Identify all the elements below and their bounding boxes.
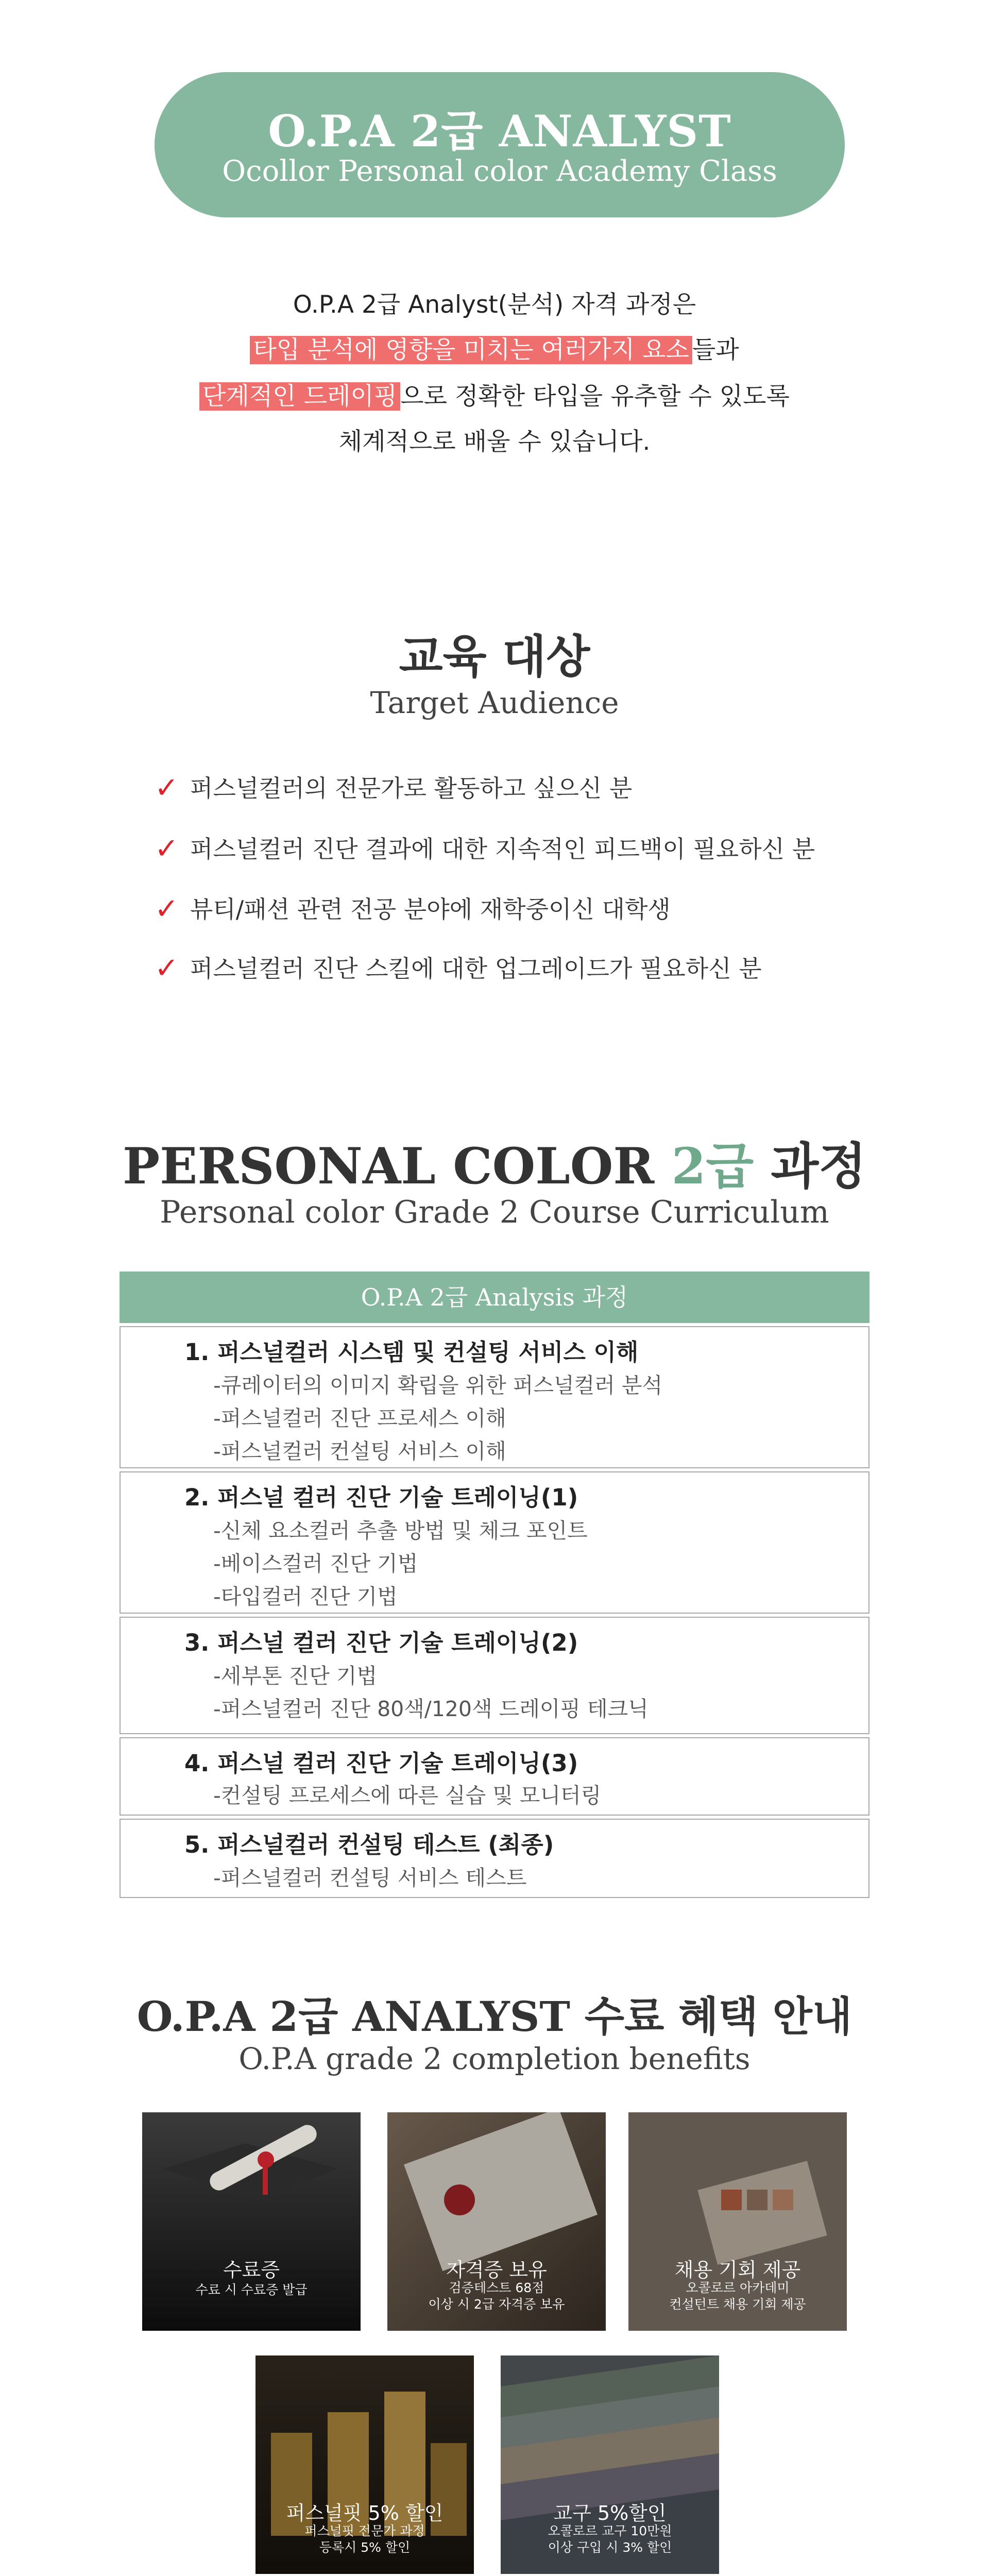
curriculum-header: O.P.A 2급 Analysis 과정 [120, 1272, 869, 1323]
module-item: -퍼스널컬러 진단 프로세스 이해 [213, 1406, 506, 1431]
curriculum-module-1 [120, 1326, 869, 1468]
module-item: -큐레이터의 이미지 확립을 위한 퍼스널컬러 분석 [213, 1373, 663, 1398]
module-title: 1. 퍼스널컬러 시스템 및 컨설팅 서비스 이해 [184, 1338, 639, 1366]
curriculum-module-4 [120, 1737, 869, 1816]
benefit-card-license [387, 2112, 606, 2331]
benefit-card-tools [501, 2355, 719, 2574]
curriculum-title [0, 1127, 989, 1198]
hero-title: O.P.A 2급 ANALYST [268, 106, 731, 157]
hero-subtitle: Ocollor Personal color Academy Class [222, 155, 777, 188]
curriculum-title-grade: 2급 [671, 1137, 754, 1195]
intro-highlight-1: 타입 분석에 영향을 미치는 여러가지 요소 [250, 336, 692, 364]
benefit-desc: 퍼스널핏 전문가 과정 [304, 2523, 425, 2538]
module-title: 2. 퍼스널 컬러 진단 기술 트레이닝(1) [184, 1484, 578, 1511]
target-item [155, 773, 632, 804]
benefit-title: 수료증 [223, 2259, 280, 2281]
curriculum-module-3 [120, 1617, 869, 1734]
curriculum-title-a: PERSONAL COLOR [122, 1137, 672, 1195]
intro-line-2 [0, 335, 989, 366]
intro-line-3-rest: 으로 정확한 타입을 유추할 수 있도록 [400, 382, 790, 411]
module-item: -퍼스널컬러 진단 80색/120색 드레이핑 테크닉 [213, 1697, 649, 1721]
check-icon: ✓ [155, 832, 179, 866]
benefit-desc: 오콜로르 교구 10만원 [548, 2523, 672, 2538]
benefit-card-certificate [142, 2112, 361, 2331]
module-title: 5. 퍼스널컬러 컨설팅 테스트 (최종) [184, 1831, 554, 1858]
benefits-subtitle: O.P.A grade 2 completion benefits [238, 2041, 751, 2076]
check-icon: ✓ [155, 952, 179, 985]
curriculum-module-2 [120, 1471, 869, 1614]
module-item: -퍼스널컬러 컨설팅 서비스 테스트 [213, 1866, 527, 1890]
benefit-desc: 오콜로르 아카데미 [686, 2280, 790, 2295]
benefit-card-recruit [628, 2112, 847, 2331]
intro-line-3 [0, 381, 989, 412]
intro-highlight-2: 단계적인 드레이핑 [199, 382, 400, 411]
module-item: -베이스컬러 진단 기법 [213, 1551, 418, 1576]
target-item-text: 뷰티/패션 관련 전공 분야에 재학중이신 대학생 [190, 895, 671, 923]
curriculum-module-5 [120, 1819, 869, 1898]
check-icon: ✓ [155, 892, 179, 926]
benefit-desc: 이상 구입 시 3% 할인 [548, 2540, 672, 2555]
benefit-desc: 등록시 5% 할인 [319, 2540, 411, 2555]
benefit-desc: 컨설턴트 채용 기회 제공 [669, 2297, 806, 2312]
target-item [155, 894, 671, 925]
target-title: 교육 대상 [399, 630, 590, 683]
intro-line-4: 체계적으로 배울 수 있습니다. [338, 428, 651, 456]
benefit-title: 퍼스널핏 5% 할인 [286, 2502, 444, 2524]
module-title: 4. 퍼스널 컬러 진단 기술 트레이닝(3) [184, 1750, 578, 1777]
module-item: -신체 요소컬러 추출 방법 및 체크 포인트 [213, 1518, 588, 1543]
target-item-text: 퍼스널컬러 진단 결과에 대한 지속적인 피드백이 필요하신 분 [190, 835, 815, 863]
benefit-desc: 수료 시 수료증 발급 [195, 2282, 308, 2297]
target-subtitle: Target Audience [370, 685, 619, 720]
target-item [155, 834, 815, 865]
benefit-title: 채용 기회 제공 [674, 2259, 801, 2281]
module-title: 3. 퍼스널 컬러 진단 기술 트레이닝(2) [184, 1629, 578, 1656]
check-icon: ✓ [155, 771, 179, 805]
benefit-desc: 이상 시 2급 자격증 보유 [428, 2297, 565, 2312]
module-item: -타입컬러 진단 기법 [213, 1584, 398, 1609]
intro-line-1: O.P.A 2급 Analyst(분석) 자격 과정은 [293, 291, 696, 319]
module-item: -퍼스널컬러 컨설팅 서비스 이해 [213, 1439, 506, 1464]
module-item: -컨설팅 프로세스에 따른 실습 및 모니터링 [213, 1783, 602, 1808]
target-item-text: 퍼스널컬러의 전문가로 활동하고 싶으신 분 [190, 774, 633, 802]
benefit-desc: 검증테스트 68점 [449, 2280, 544, 2295]
hero-banner [155, 72, 845, 217]
curriculum-title-c: 과정 [754, 1137, 867, 1195]
benefit-title: 자격증 보유 [446, 2259, 547, 2281]
intro-line-2-rest: 들과 [692, 336, 739, 364]
benefit-card-discount [255, 2355, 474, 2574]
target-item [155, 953, 762, 984]
module-item: -세부톤 진단 기법 [213, 1664, 378, 1688]
benefit-title: 교구 5%할인 [553, 2502, 667, 2524]
target-item-text: 퍼스널컬러 진단 스킬에 대한 업그레이드가 필요하신 분 [190, 955, 762, 982]
benefits-title: O.P.A 2급 ANALYST 수료 혜택 안내 [137, 1992, 852, 2041]
curriculum-subtitle: Personal color Grade 2 Course Curriculum [160, 1194, 829, 1230]
